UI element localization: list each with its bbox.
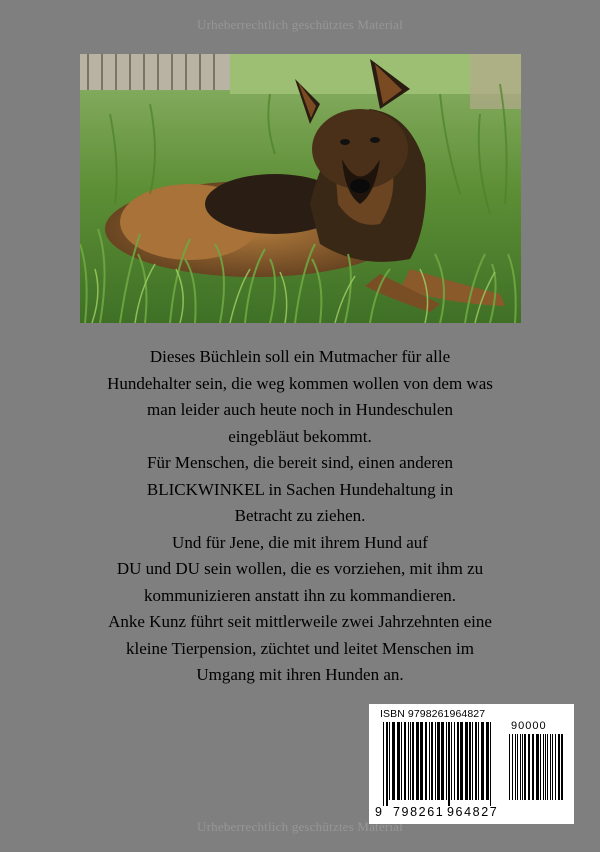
barcode-digits-left: 798261 [393,805,445,819]
barcode-bar [469,722,471,800]
barcode-bar [446,722,447,800]
barcode-bar [410,722,411,800]
blurb-line: Dieses Büchlein soll ein Mutmacher für alle [149,347,451,366]
barcode-bar [478,722,479,800]
barcode-bar [532,734,534,800]
barcode-bar [555,734,556,800]
barcode-bar [561,734,563,800]
barcode-bar [517,734,518,800]
barcode-bar [520,734,521,800]
barcode-bar [404,722,406,800]
blurb-line: Anke Kunz führt seit mittlerweile zwei Jahrzehnten eine [108,612,492,631]
barcode-bar [408,722,409,800]
barcode-addon-bars [509,734,565,806]
barcode-bar [425,722,427,800]
barcode-bar [448,722,450,806]
blurb-line: man leider auch heute noch in Hundeschulen [147,400,453,419]
blurb-line: Und für Jene, die mit ihrem Hund auf [172,532,428,552]
barcode-bar [441,722,444,800]
cover-photo [80,54,521,323]
barcode-bar [509,734,510,800]
barcode-bar [389,722,390,800]
barcode-bar [429,722,430,800]
barcode-bar [435,722,436,800]
barcode-bar [540,734,541,800]
isbn-barcode [369,704,574,824]
barcode-bar [416,722,419,800]
blurb-line: kommunizieren anstatt ihn zu kommandieren. [143,585,457,605]
barcode-bar [512,734,513,800]
barcode-bar [454,722,455,800]
watermark-top: Urheberrechtlich geschütztes Material [197,17,403,32]
barcode-bar [420,722,423,800]
barcode-bar [552,734,553,800]
blurb-line: Hundehalter sein, die weg kommen wollen von dem was [107,373,493,393]
barcode-bar [543,734,544,800]
barcode-bar [401,722,402,800]
barcode-bar [481,722,484,800]
isbn-label: ISBN 9798261964827 [380,708,486,720]
barcode-bar [472,722,473,800]
barcode-bar [412,722,414,800]
blurb-line: Betracht zu ziehen. [234,506,366,525]
barcode-bar [451,722,452,800]
barcode-bar [397,722,400,800]
blurb-line: DU und DU sein wollen, die es vorziehen, mit ihm zu [116,559,484,578]
watermark-bottom: Urheberrechtlich geschütztes Material [197,819,403,834]
blurb-line: Umgang mit ihren Hunden an. [196,665,404,684]
barcode-bar [457,722,459,800]
barcode-bar [431,722,433,800]
barcode-bar [558,734,560,800]
blurb-line: Für Menschen, die bereit sind, einen anderen [147,453,453,472]
barcode-bar [465,722,468,800]
barcode-bar [383,722,384,806]
barcode-bar [522,734,523,800]
barcode-addon-number: 90000 [511,720,547,732]
barcode-bar [524,734,526,800]
blurb-line: eingebläut bekommt. [228,426,372,446]
barcode-bar [536,734,539,800]
barcode-bar [386,722,388,806]
barcode-main-bars [383,722,495,806]
barcode-bar [460,722,463,800]
barcode-bar [528,734,530,800]
back-cover-blurb [60,344,540,689]
barcode-bar [515,734,516,800]
blurb-line: BLICKWINKEL in Sachen Hundehaltung in [146,479,454,499]
barcode-bar [545,734,546,800]
barcode-bar [550,734,551,800]
barcode-bar [437,722,440,800]
barcode-bar [486,722,489,800]
dog-photo-illustration [80,54,521,323]
blurb-line: kleine Tierpension, züchtet und leitet Menschen im [126,638,474,658]
barcode-bar [392,722,395,800]
barcode-bar [490,722,491,806]
barcode-digit-first: 9 [375,805,384,819]
barcode-digits-right: 964827 [447,805,499,819]
barcode-bar [475,722,477,800]
barcode-bar [547,734,548,800]
